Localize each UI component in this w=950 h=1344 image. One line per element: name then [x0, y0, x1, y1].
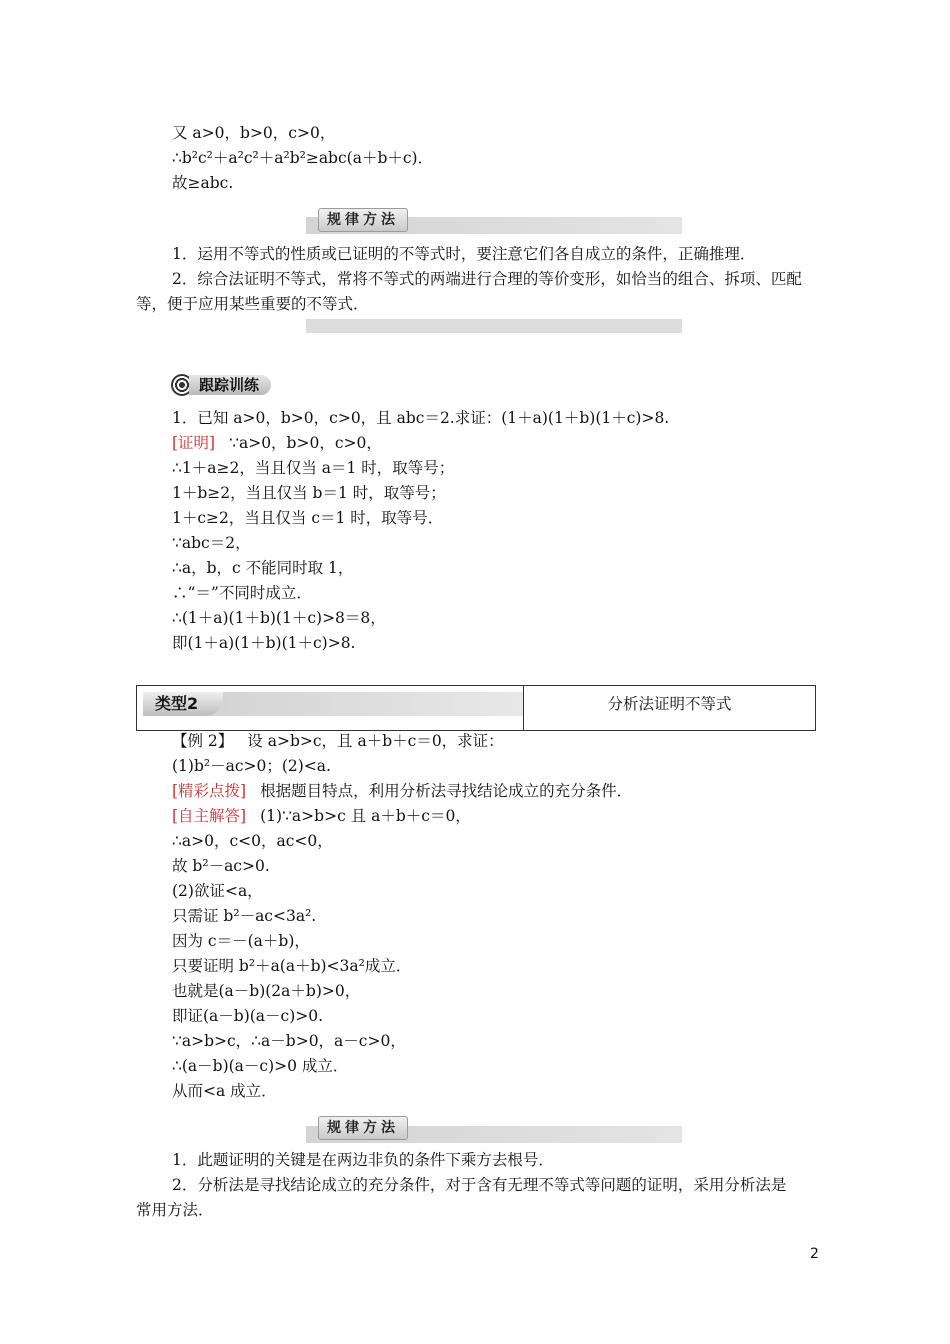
text-line: 又 a>0，b>0，c>0，: [172, 124, 336, 142]
example-statement: 设 a>b>c，且 a＋b＋c＝0，求证：: [247, 732, 504, 750]
text-line: (1)b²－ac>0；(2)<a.: [172, 757, 331, 775]
type-box: [136, 685, 816, 731]
training-label: 跟踪训练: [189, 375, 271, 395]
text-line: ∴“＝”不同时成立．: [172, 584, 312, 602]
method-header: 规律方法: [318, 1116, 408, 1140]
text-line: ∴(a－b)(a－c)>0 成立．: [172, 1057, 349, 1075]
page-number: 2: [810, 1246, 819, 1262]
text-line: (2)欲证<a，: [172, 882, 263, 900]
text-line: 因为 c＝－(a＋b)，: [172, 932, 310, 950]
problem-text: 1．已知 a>0，b>0，c>0，且 abc＝2.求证：(1＋a)(1＋b)(1＋c)>8.: [172, 409, 670, 427]
answer-line: [172, 806, 471, 826]
text-line: 只要证明 b²＋a(a＋b)<3a²成立．: [172, 957, 412, 975]
text-line: 1＋b≥2，当且仅当 b＝1 时，取等号；: [172, 484, 446, 502]
example-label: 【例 2】: [172, 732, 234, 750]
text-line: 也就是(a－b)(2a＋b)>0，: [172, 982, 361, 1000]
text-line: ∴a，b，c 不能同时取 1，: [172, 559, 354, 577]
text-line: ∴1＋a≥2，当且仅当 a＝1 时，取等号；: [172, 459, 455, 477]
text-line: 故 b²－ac>0.: [172, 857, 270, 875]
text-line: 1＋c≥2，当且仅当 c＝1 时，取等号．: [172, 509, 444, 527]
proof-first: ∵a>0，b>0，c>0，: [229, 434, 382, 452]
hint-text: 根据题目特点，利用分析法寻找结论成立的充分条件．: [260, 782, 633, 800]
type-label: 类型2: [143, 692, 223, 716]
text-line: 1．运用不等式的性质或已证明的不等式时，要注意它们各自成立的条件，正确推理．: [172, 245, 756, 263]
text-line: ∴a>0，c<0，ac<0，: [172, 832, 333, 850]
proof-line: [172, 433, 382, 453]
text-line: ∵abc＝2，: [172, 534, 251, 552]
hint-line: [172, 781, 632, 801]
text-line: 2．综合法证明不等式，常将不等式的两端进行合理的等价变形，如恰当的组合、拆项、匹配: [172, 270, 802, 288]
type-title: 分析法证明不等式: [607, 695, 732, 713]
section-bar-end: [306, 319, 682, 333]
text-line: 故≥abc.: [172, 174, 234, 192]
text-line: 常用方法．: [136, 1201, 214, 1219]
text-line: ∴(1＋a)(1＋b)(1＋c)>8＝8，: [172, 609, 386, 627]
text-line: 2．分析法是寻找结论成立的充分条件，对于含有无理不等式等问题的证明，采用分析法是: [172, 1176, 787, 1194]
example-line: [172, 731, 504, 751]
hint-label: [精彩点拨]: [172, 782, 247, 800]
method-header: 规律方法: [318, 208, 408, 232]
answer-label: [自主解答]: [172, 807, 247, 825]
text-line: 即证(a－b)(a－c)>0.: [172, 1007, 324, 1025]
text-line: 1．此题证明的关键是在两边非负的条件下乘方去根号．: [172, 1151, 554, 1169]
text-line: 从而<a 成立．: [172, 1082, 277, 1100]
text-line: ∵a>b>c，∴a－b>0，a－c>0，: [172, 1032, 406, 1050]
training-header: [171, 373, 271, 397]
text-line: ∴b²c²＋a²c²＋a²b²≥abc(a＋b＋c)．: [172, 149, 434, 167]
proof-label: [证明]: [172, 434, 216, 452]
text-line: 等，便于应用某些重要的不等式．: [136, 295, 369, 313]
answer-first: (1)∵a>b>c 且 a＋b＋c＝0，: [260, 807, 471, 825]
text-line: 即(1＋a)(1＋b)(1＋c)>8.: [172, 634, 356, 652]
text-line: 只需证 b²－ac<3a².: [172, 907, 317, 925]
